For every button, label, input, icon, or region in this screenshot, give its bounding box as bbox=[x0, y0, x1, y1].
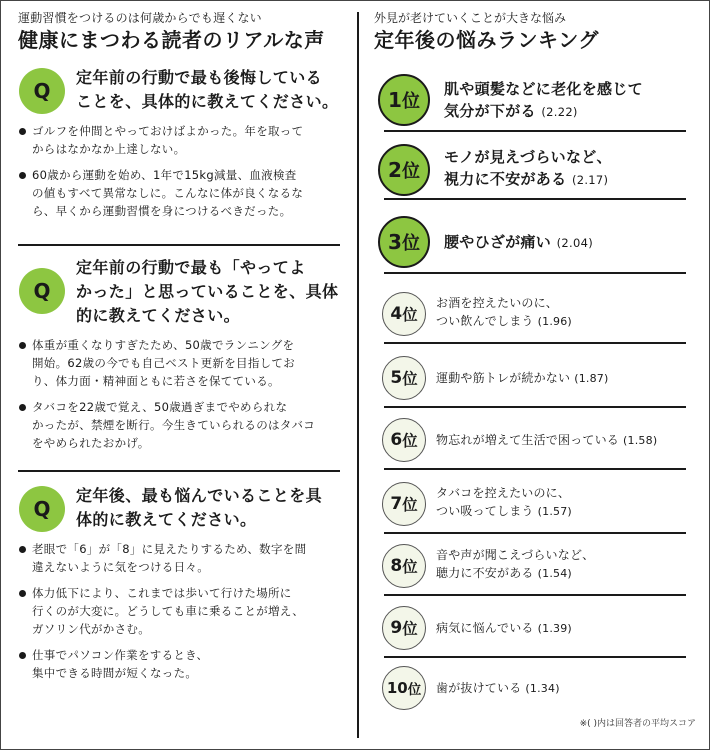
answer-item: 体重が重くなりすぎたため、50歳でランニングを 開始。62歳の今でも自己ベスト更新を目指してお り、体力面・精神面ともに若さを保てている。 bbox=[18, 336, 340, 390]
rank-text: 肌や頭髪などに老化を感じて 気分が下がる (2.22) bbox=[444, 80, 643, 120]
bullet-icon bbox=[19, 652, 26, 659]
rank-underline bbox=[384, 272, 686, 274]
rank-score: (2.17) bbox=[571, 173, 609, 187]
rank-score: (2.04) bbox=[556, 236, 594, 250]
rank-text: 腰やひざが痛い (2.04) bbox=[444, 233, 594, 251]
rank-item-5 bbox=[374, 352, 686, 408]
rank-score: (1.34) bbox=[525, 682, 560, 695]
q-badge-icon: Q bbox=[19, 68, 65, 114]
rank-text: 運動や筋トレが続かない (1.87) bbox=[436, 371, 609, 385]
rank-item-7 bbox=[374, 478, 686, 534]
bullet-icon bbox=[19, 404, 26, 411]
rank-badge: 7 位 bbox=[382, 482, 426, 526]
rank-underline bbox=[384, 532, 686, 534]
rank-score: (1.57) bbox=[537, 505, 572, 518]
question-text: 定年後、最も悩んでいることを具 体的に教えてください。 bbox=[76, 486, 323, 529]
answer-item: 仕事でパソコン作業をするとき、 集中できる時間が短くなった。 bbox=[18, 646, 340, 682]
rank-score: (1.54) bbox=[537, 567, 572, 580]
answer-item: 体力低下により、これまでは歩いて行けた場所に 行くのが大変に。どうしても車に乗ることが増え、 ガソリン代がかさむ。 bbox=[18, 584, 340, 638]
answer-item: 60歳から運動を始め、1年で15kg減量、血液検査 の値もすべて異常なしに。こんなに体が良くなるな ら、早くから運動習慣を身につけるべきだった。 bbox=[18, 166, 340, 220]
rank-underline bbox=[384, 198, 686, 200]
rank-text: 病気に悩んでいる (1.39) bbox=[436, 621, 572, 635]
q-badge-icon: Q bbox=[19, 268, 65, 314]
rank-underline bbox=[384, 594, 686, 596]
rank-underline bbox=[384, 468, 686, 470]
rank-item-9 bbox=[374, 602, 686, 658]
rank-underline bbox=[384, 656, 686, 658]
section-divider bbox=[18, 244, 340, 246]
right-title: 定年後の悩みランキング bbox=[374, 28, 599, 52]
q-badge-icon: Q bbox=[19, 486, 65, 532]
rank-text: モノが見えづらいなど、 視力に不安がある (2.17) bbox=[444, 148, 612, 188]
rank-text: タバコを控えたいのに、 つい吸ってしまう (1.57) bbox=[436, 486, 572, 518]
rank-badge: 10 位 bbox=[382, 666, 426, 710]
footnote: ※( )内は回答者の平均スコア bbox=[579, 719, 696, 729]
section-divider bbox=[18, 470, 340, 472]
question-text: 定年前の行動で最も「やってよ かった」と思っていることを、具体 的に教えてください。 bbox=[76, 258, 339, 325]
question-header bbox=[18, 66, 340, 114]
question-text: 定年前の行動で最も後悔している ことを、具体的に教えてください。 bbox=[76, 68, 339, 111]
right-subtitle: 外見が老けていくことが大きな悩み bbox=[374, 11, 567, 25]
rank-score: (1.58) bbox=[623, 434, 658, 447]
bullet-icon bbox=[19, 546, 26, 553]
left-subtitle: 運動習慣をつけるのは何歳からでも遅くない bbox=[18, 11, 262, 25]
rank-item-10 bbox=[374, 664, 686, 714]
question-block-1 bbox=[18, 66, 340, 220]
rank-text: 音や声が聞こえづらいなど、 聴力に不安がある (1.54) bbox=[436, 548, 595, 580]
question-block-2 bbox=[18, 256, 340, 452]
answer-item: タバコを22歳で覚え、50歳過ぎまでやめられな かったが、禁煙を断行。今生きていられるのはタバコ をやめられたおかげ。 bbox=[18, 398, 340, 452]
bullet-icon bbox=[19, 590, 26, 597]
answer-list bbox=[18, 122, 340, 220]
rank-item-8 bbox=[374, 540, 686, 596]
rank-underline bbox=[384, 130, 686, 132]
rank-item-1 bbox=[374, 70, 686, 132]
answer-list bbox=[18, 336, 340, 452]
bullet-icon bbox=[19, 128, 26, 135]
answer-list bbox=[18, 540, 340, 682]
answer-item: 老眼で「6」が「8」に見えたりするため、数字を間 違えないように気をつける日々。 bbox=[18, 540, 340, 576]
rank-score: (1.87) bbox=[574, 372, 609, 385]
ranking-column bbox=[374, 10, 692, 53]
rank-text: 物忘れが増えて生活で困っている (1.58) bbox=[436, 433, 658, 447]
rank-underline bbox=[384, 342, 686, 344]
rank-item-6 bbox=[374, 414, 686, 470]
rank-item-2 bbox=[374, 138, 686, 200]
rank-text: お酒を控えたいのに、 つい飲んでしまう (1.96) bbox=[436, 296, 572, 328]
rank-badge: 2 位 bbox=[378, 144, 430, 196]
rank-text: 歯が抜けている (1.34) bbox=[436, 681, 560, 695]
column-divider bbox=[357, 12, 359, 738]
question-header bbox=[18, 256, 340, 328]
answer-item: ゴルフを仲間とやっておけばよかった。年を取って からはなかなか上達しない。 bbox=[18, 122, 340, 158]
rank-item-4 bbox=[374, 288, 686, 344]
rank-item-3 bbox=[374, 212, 686, 274]
question-block-3 bbox=[18, 484, 340, 682]
rank-badge: 4 位 bbox=[382, 292, 426, 336]
rank-badge: 1 位 bbox=[378, 74, 430, 126]
rank-badge: 3 位 bbox=[378, 216, 430, 268]
rank-badge: 8 位 bbox=[382, 544, 426, 588]
left-title: 健康にまつわる読者のリアルな声 bbox=[18, 28, 325, 52]
bullet-icon bbox=[19, 342, 26, 349]
bullet-icon bbox=[19, 172, 26, 179]
rank-score: (2.22) bbox=[541, 105, 578, 119]
rank-score: (1.39) bbox=[537, 622, 572, 635]
rank-badge: 5 位 bbox=[382, 356, 426, 400]
rank-badge: 9 位 bbox=[382, 606, 426, 650]
rank-badge: 6 位 bbox=[382, 418, 426, 462]
readers-voices-column bbox=[18, 10, 340, 53]
question-header bbox=[18, 484, 340, 532]
rank-underline bbox=[384, 406, 686, 408]
rank-score: (1.96) bbox=[537, 315, 572, 328]
